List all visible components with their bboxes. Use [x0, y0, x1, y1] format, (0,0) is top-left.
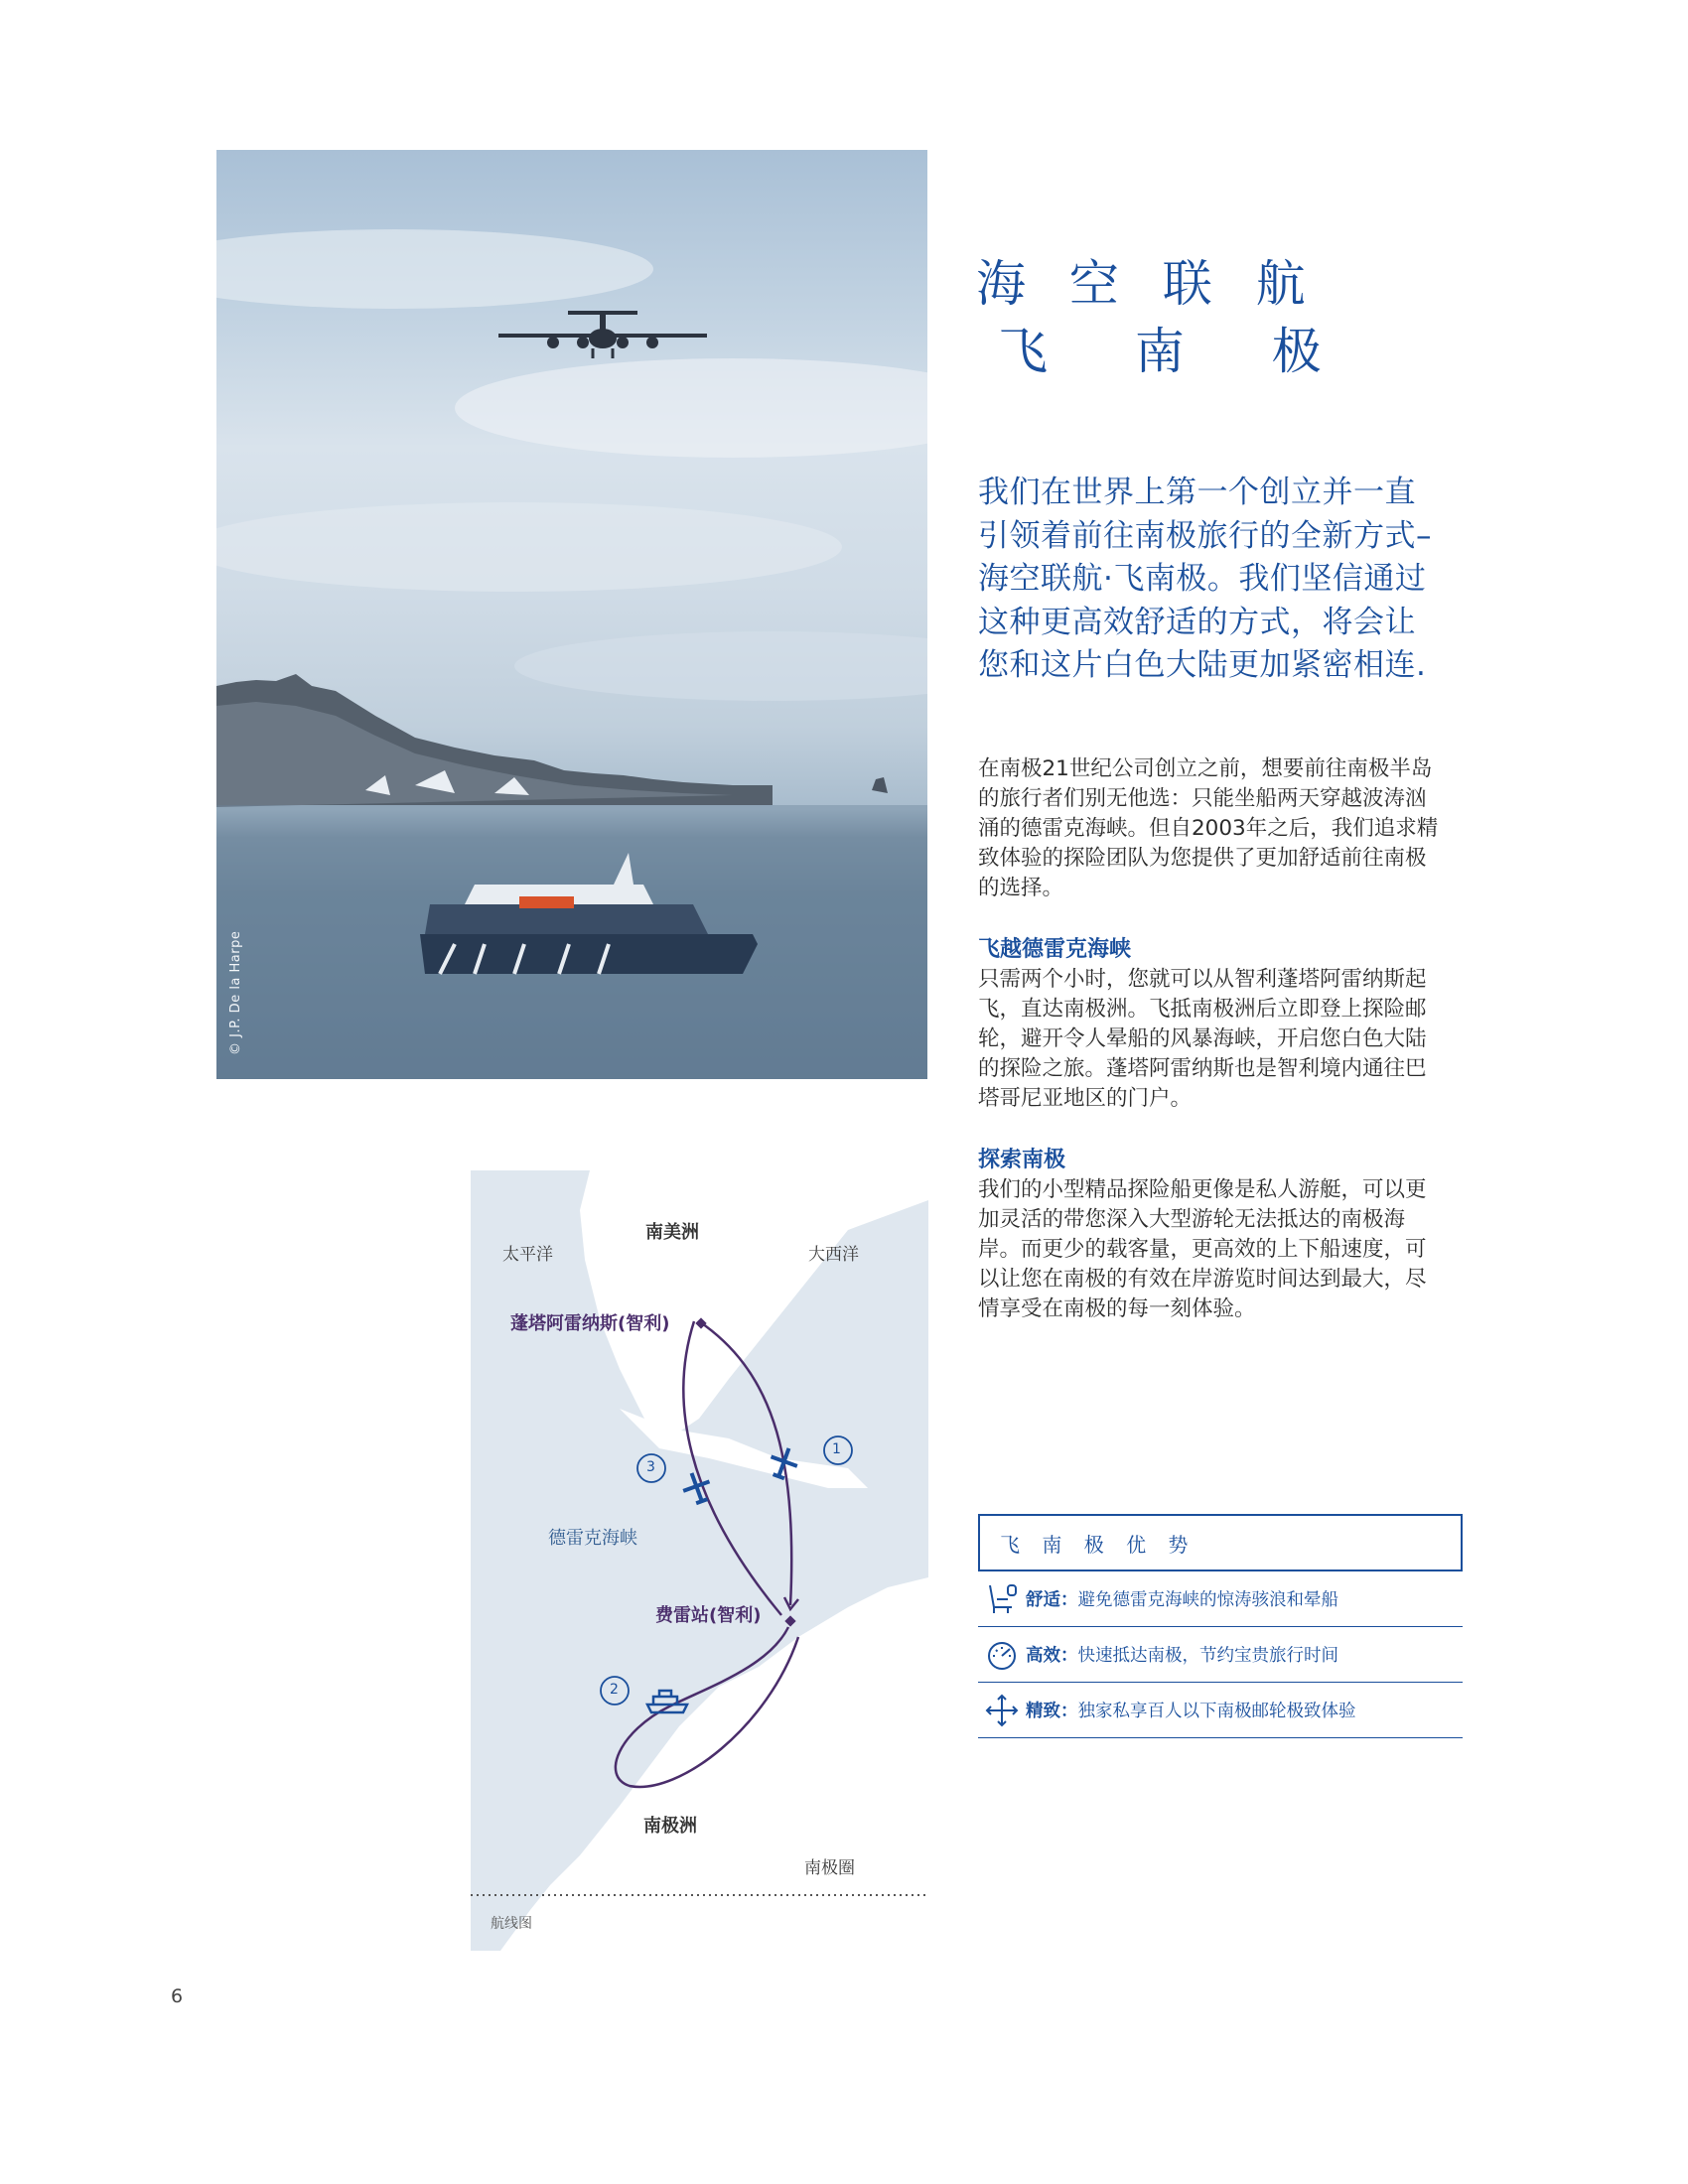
advantage-label: 舒适：: [1026, 1590, 1078, 1610]
step-number: 1: [832, 1441, 841, 1457]
label-antarctic-circle: 南极圈: [804, 1858, 855, 1878]
section-explore: [978, 1146, 1440, 1324]
label-antarctica: 南极洲: [643, 1816, 697, 1837]
label-atlantic: 大西洋: [808, 1245, 859, 1265]
advantage-label: 高效：: [1026, 1646, 1078, 1666]
advantage-item: [978, 1683, 1463, 1738]
label-punta-arenas: 蓬塔阿雷纳斯(智利): [510, 1313, 670, 1334]
page-number: 6: [171, 1985, 184, 2007]
section-fly-drake: [978, 935, 1440, 1114]
advantage-item: [978, 1571, 1463, 1627]
speedometer-icon: [978, 1635, 1026, 1675]
plane-graphic: [498, 311, 707, 358]
photo-credit: © J.P. De la Harpe: [228, 930, 243, 1055]
label-frei-station: 费雷站(智利): [655, 1605, 762, 1626]
label-pacific: 太平洋: [502, 1245, 553, 1265]
page-title: [976, 250, 1373, 385]
cover-photo: [216, 150, 927, 1079]
section-body: 只需两个小时，您就可以从智利蓬塔阿雷纳斯起飞，直达南极洲。飞抵南极洲后立即登上探险邮轮，避开令人晕船的风暴海峡，开启您白色大陆的探险之旅。蓬塔阿雷纳斯也是智利境内通往巴塔哥尼亚地区的门户。: [978, 967, 1427, 1111]
advantages-box: [978, 1514, 1463, 1738]
step-number: 3: [646, 1459, 655, 1475]
advantage-label: 精致：: [1026, 1702, 1078, 1721]
advantage-item: [978, 1627, 1463, 1683]
paragraph-history: 在南极21世纪公司创立之前，想要前往南极半岛的旅行者们别无他选：只能坐船两天穿越波涛汹涌的德雷克海峡。但自2003年之后，我们追求精致体验的探险团队为您提供了更加舒适前往南极的选择。: [978, 756, 1439, 900]
section-heading: 飞越德雷克海峡: [978, 937, 1132, 962]
route-map: [471, 1170, 928, 1951]
advantage-text: 避免德雷克海峡的惊涛骇浪和晕船: [1077, 1590, 1338, 1610]
label-drake-passage: 德雷克海峡: [548, 1528, 637, 1549]
title-line-1: 海 空 联 航: [976, 255, 1320, 313]
advantages-heading: 飞 南 极 优 势: [978, 1514, 1463, 1571]
section-heading: 探索南极: [978, 1148, 1066, 1172]
advantage-text: 独家私享百人以下南极邮轮极致体验: [1077, 1702, 1356, 1721]
intro-text: 我们在世界上第一个创立并一直引领着前往南极旅行的全新方式–海空联航·飞南极。我们坚信通过这种更高效舒适的方式，将会让您和这片白色大陆更加紧密相连.: [978, 475, 1432, 683]
map-graphic: [471, 1170, 928, 1951]
arrows-cross-icon: [978, 1691, 1026, 1730]
section-body: 我们的小型精品探险船更像是私人游艇，可以更加灵活的带您深入大型游轮无法抵达的南极海岸。而更少的载客量，更高效的上下船速度，可以让您在南极的有效在岸游览时间达到最大，尽情享受在南极的每一刻体验。: [978, 1177, 1427, 1321]
title-line-2: 飞 南 极: [998, 323, 1357, 380]
label-south-america: 南美洲: [645, 1222, 699, 1243]
step-number: 2: [610, 1682, 619, 1698]
advantage-text: 快速抵达南极，节约宝贵旅行时间: [1077, 1646, 1338, 1666]
photo-illustration: [216, 150, 927, 1079]
seat-icon: [978, 1579, 1026, 1619]
map-caption: 航线图: [491, 1916, 532, 1932]
